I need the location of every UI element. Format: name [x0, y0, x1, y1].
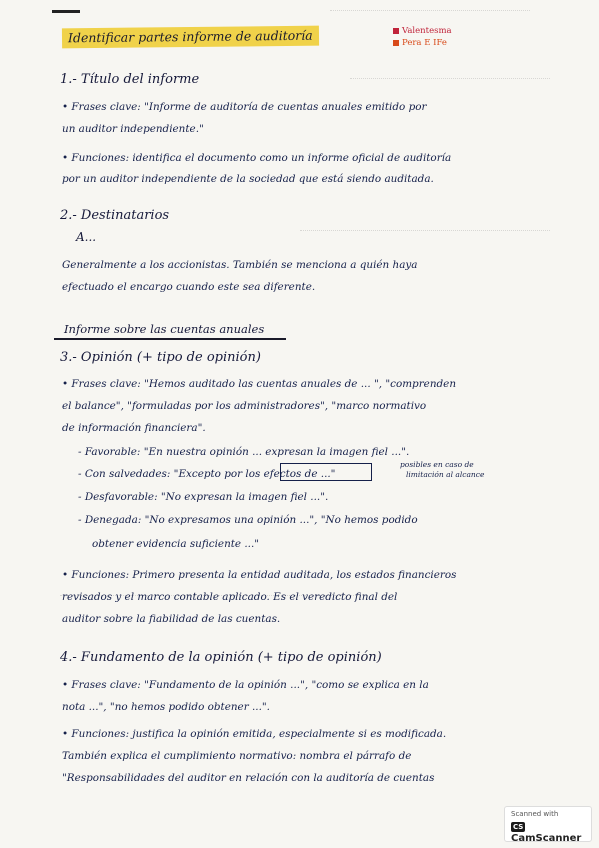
legend-swatch-1 — [393, 28, 399, 34]
s4-func-3: "Responsabilidades del auditor en relación con la auditoría de cuentas — [62, 772, 435, 784]
s1-frases-2: un auditor independiente." — [62, 123, 204, 135]
color-legend — [393, 25, 452, 49]
page-title: Identificar partes informe de auditoría — [62, 26, 319, 49]
s2-line-1: Generalmente a los accionistas. También se menciona a quién haya — [62, 259, 418, 271]
legend-label-1: Valentesma — [402, 26, 452, 36]
camscanner-badge — [504, 806, 592, 842]
s3-salvedades: - Con salvedades: "Excepto por los efectos de ..." — [78, 468, 336, 480]
s4-func-1: • Funciones: justifica la opinión emitida, especialmente si es modificada. — [62, 728, 447, 740]
s3-desfavorable: - Desfavorable: "No expresan la imagen fiel ...". — [78, 491, 329, 503]
legend-item-2 — [393, 37, 452, 49]
s2-a-line: A... — [76, 230, 97, 244]
s3-frases-1: • Frases clave: "Hemos auditado las cuentas anuales de ... ", "comprenden — [62, 378, 457, 390]
section-4-heading: 4.- Fundamento de la opinión (+ tipo de opinión) — [60, 650, 382, 665]
s1-func-1: • Funciones: identifica el documento como un informe oficial de auditoría — [62, 152, 452, 164]
camscanner-app-name: CamScanner — [511, 833, 582, 844]
s4-func-2: También explica el cumplimiento normativo: nombra el párrafo de — [62, 750, 412, 762]
informe-underline — [54, 338, 286, 340]
s3-func-1: • Funciones: Primero presenta la entidad auditada, los estados financieros — [62, 569, 457, 581]
s3-salvedades-note-2: limitación al alcance — [406, 470, 485, 479]
top-mark — [52, 10, 80, 13]
section-3-heading: 3.- Opinión (+ tipo de opinión) — [60, 350, 261, 365]
s3-denegada-1: - Denegada: "No expresamos una opinión ...", "No hemos podido — [78, 514, 418, 526]
legend-item-1 — [393, 25, 452, 37]
s2-line-2: efectuado el encargo cuando este sea diferente. — [62, 281, 316, 293]
s4-frases-1: • Frases clave: "Fundamento de la opinión ...", "como se explica en la — [62, 679, 429, 691]
section-2-heading: 2.- Destinatarios — [60, 208, 170, 223]
s3-func-2: revisados y el marco contable aplicado. Es el veredicto final del — [62, 591, 398, 603]
section-1-heading: 1.- Título del informe — [60, 72, 200, 87]
camscanner-name — [511, 822, 591, 844]
s3-func-3: auditor sobre la fiabilidad de las cuentas. — [62, 613, 281, 625]
s3-denegada-2: obtener evidencia suficiente ..." — [92, 538, 260, 550]
s4-frases-2: nota ...", "no hemos podido obtener ...". — [62, 701, 270, 713]
s3-frases-2: el balance", "formuladas por los administradores", "marco normativo — [62, 400, 427, 412]
camscanner-logo-icon: CS — [513, 823, 524, 831]
legend-label-2: Pera E IFe — [402, 38, 447, 48]
s3-favorable: - Favorable: "En nuestra opinión ... expresan la imagen fiel ...". — [78, 446, 410, 458]
s1-func-2: por un auditor independiente de la sociedad que está siendo auditada. — [62, 173, 434, 185]
scanned-with-label: Scanned with — [511, 810, 559, 818]
legend-swatch-2 — [393, 40, 399, 46]
s1-frases-1: • Frases clave: "Informe de auditoría de cuentas anuales emitido por — [62, 101, 427, 113]
s3-salvedades-note-1: posibles en caso de — [400, 460, 474, 469]
informe-heading: Informe sobre las cuentas anuales — [64, 322, 265, 336]
s3-frases-3: de información financiera". — [62, 422, 206, 434]
